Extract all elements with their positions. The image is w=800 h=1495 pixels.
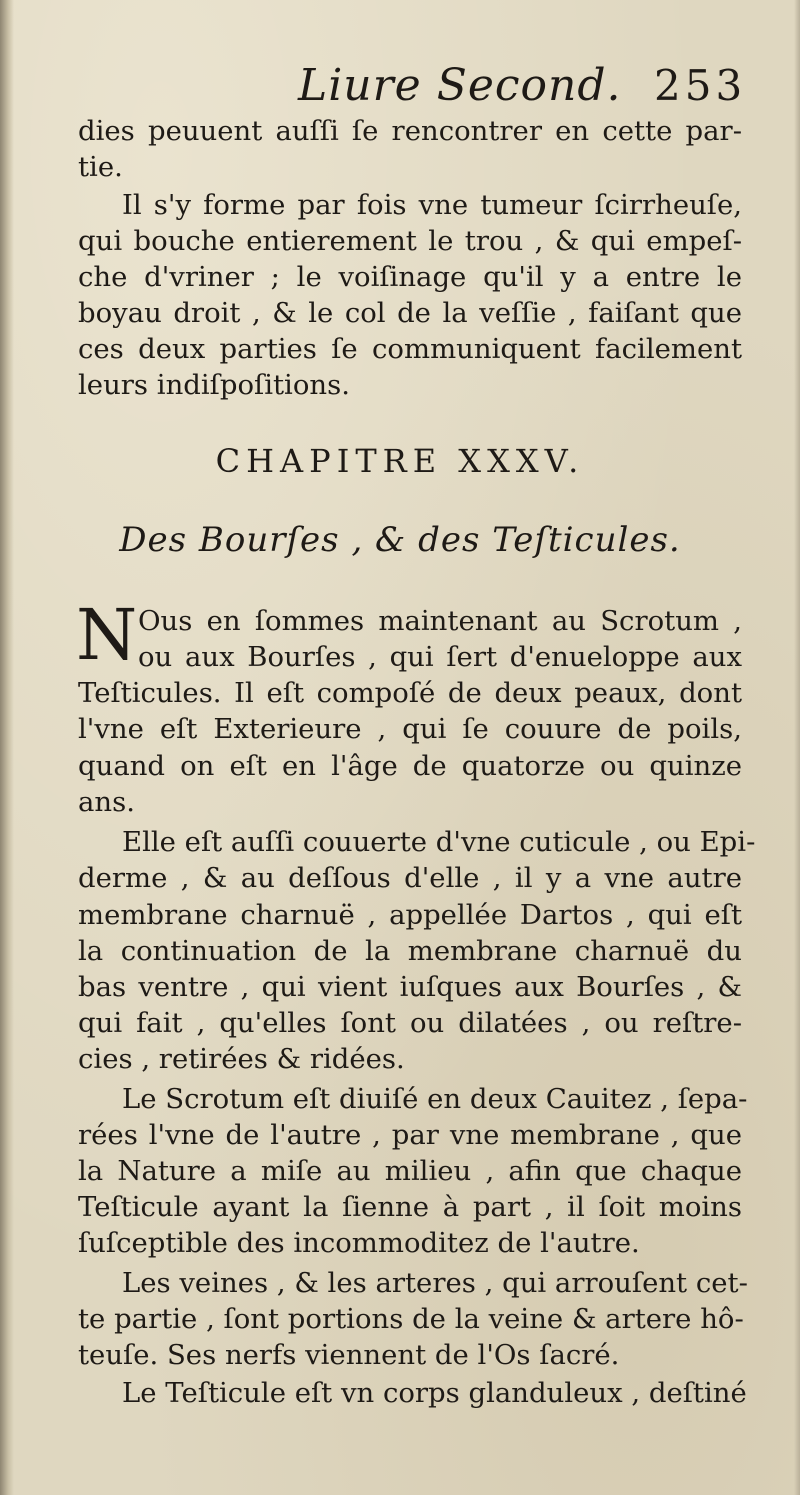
page-edge [794, 0, 800, 1495]
text-line: la continuation de la membrane charnuë du [78, 935, 742, 967]
page-gutter-shadow [0, 0, 14, 1495]
text-line: la Nature a miſe au milieu , afin que chaque [78, 1155, 742, 1187]
text-line: ou aux Bourſes , qui ſert d'enueloppe aux [138, 641, 742, 673]
text-line: Teſticule ayant la ſienne à part , il ſoit moins [78, 1191, 742, 1223]
text-line: l'vne eſt Exterieure , qui ſe couure de poils, [78, 713, 742, 745]
text-line: Les veines , & les arteres , qui arrouſent cet- [122, 1267, 748, 1299]
text-line: derme , & au deſſous d'elle , il y a vne autre [78, 862, 742, 894]
text-line: membrane charnuë , appellée Dartos , qui eſt [78, 899, 742, 931]
text-line: qui fait , qu'elles ſont ou dilatées , ou reſtre- [78, 1007, 742, 1039]
text-line: leurs indiſpoſitions. [78, 369, 350, 401]
text-line: rées l'vne de l'autre , par vne membrane , que [78, 1119, 742, 1151]
text-line: boyau droit , & le col de la veſſie , faiſant que [78, 297, 742, 329]
text-line: ſuſceptible des incommoditez de l'autre. [78, 1227, 640, 1259]
text-line: te partie , ſont portions de la veine & artere hô- [78, 1303, 744, 1335]
text-line: ces deux parties ſe communiquent facilement [78, 333, 742, 365]
text-line: Le Scrotum eſt diuiſé en deux Cauitez , ſepa- [122, 1083, 748, 1115]
drop-cap: N [76, 594, 138, 676]
text-line: Il s'y forme par fois vne tumeur ſcirrheuſe, [122, 189, 742, 221]
text-line: dies peuuent auſſi ſe rencontrer en cette par- [78, 115, 742, 147]
text-line: quand on eſt en l'âge de quatorze ou quinze [78, 750, 742, 782]
text-line: Elle eſt auſſi couuerte d'vne cuticule , ou Epi- [122, 826, 756, 858]
chapter-subtitle: Des Bourſes , & des Teſticules. [119, 520, 681, 560]
text-line: bas ventre , qui vient iuſques aux Bourſes , & [78, 971, 742, 1003]
text-line: cies , retirées & ridées. [78, 1043, 405, 1075]
text-line: qui bouche entierement le trou , & qui empeſ- [78, 225, 742, 257]
running-head: Liure Second. [298, 60, 622, 111]
text-line: che d'vriner ; le voiſinage qu'il y a entre le [78, 261, 742, 293]
text-line: Teſticules. Il eſt compoſé de deux peaux, dont [78, 677, 742, 709]
text-line: Ous en ſommes maintenant au Scrotum , [138, 605, 742, 637]
page-header [0, 60, 800, 112]
chapter-title: CHAPITRE XXXV. [215, 442, 585, 480]
page-number: 253 [654, 61, 747, 110]
text-line: tie. [78, 151, 123, 183]
text-line: Le Teſticule eſt vn corps glanduleux , deſtiné [122, 1377, 747, 1409]
text-line: ans. [78, 786, 135, 818]
text-line: teuſe. Ses nerfs viennent de l'Os ſacré. [78, 1339, 620, 1371]
